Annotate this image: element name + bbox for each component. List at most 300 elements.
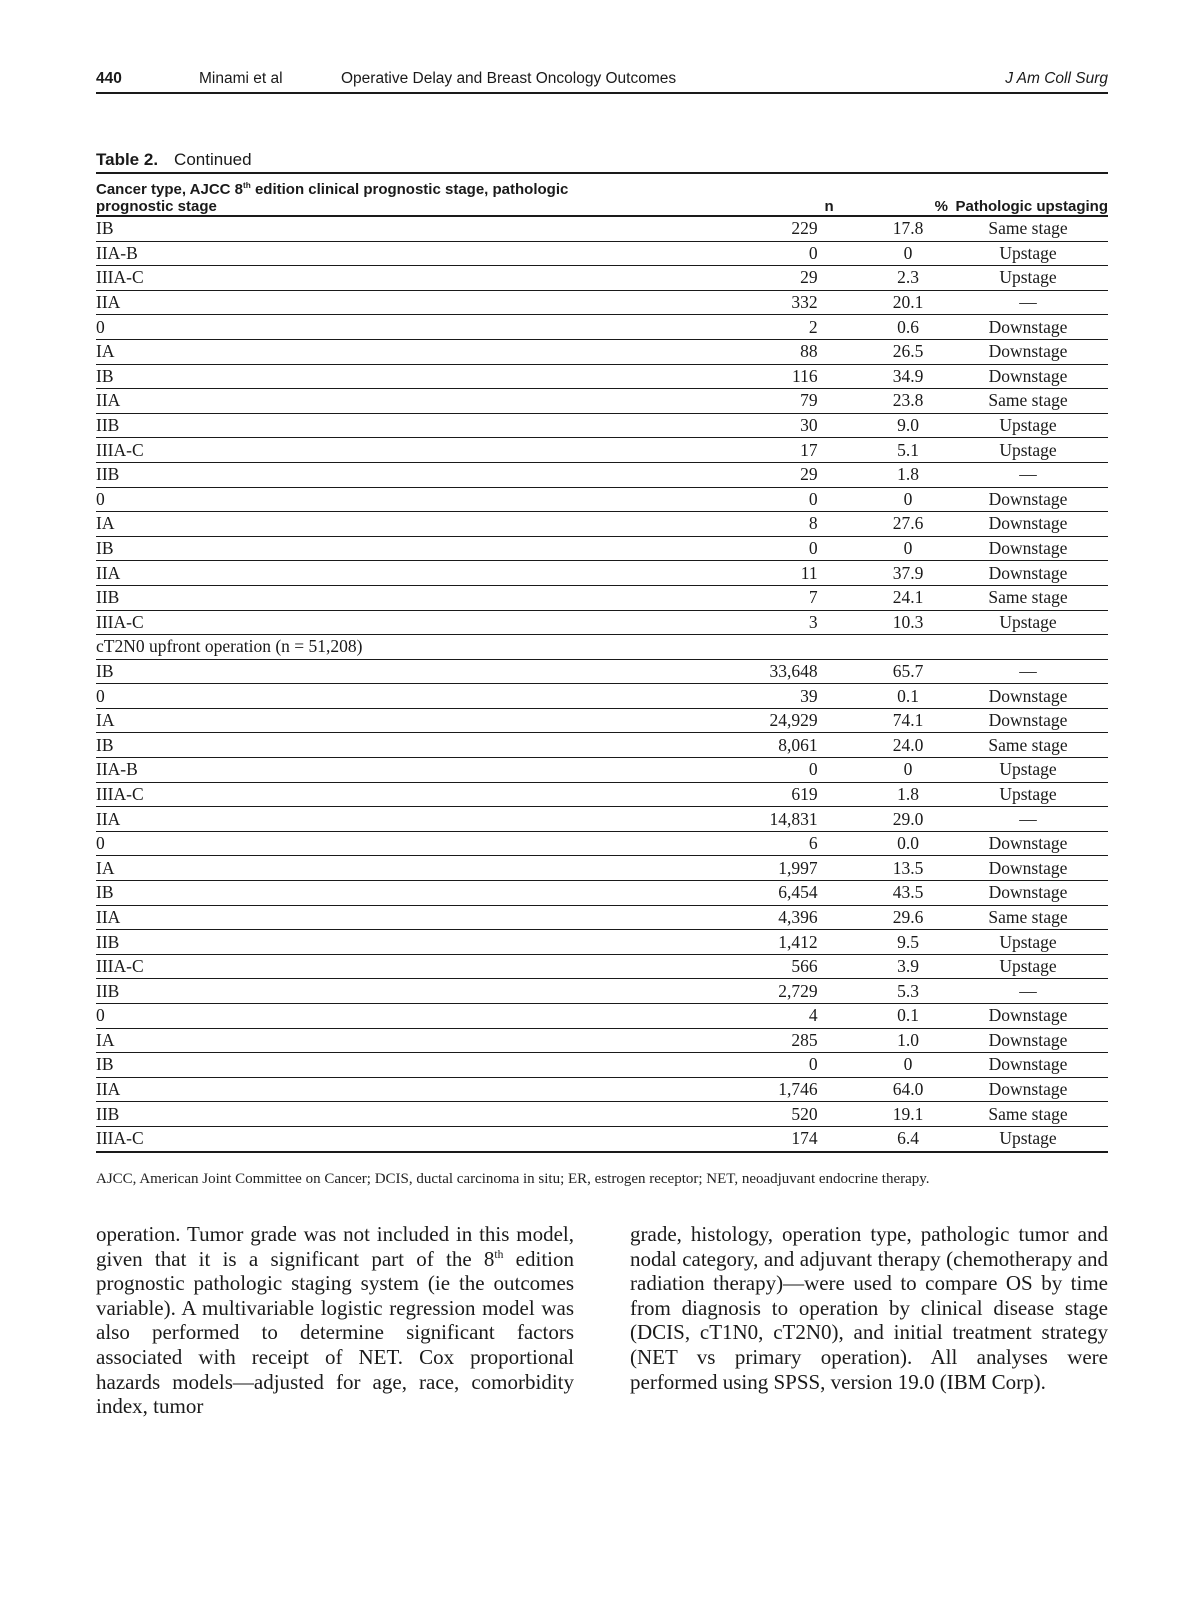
percent-cell-text: 3.9	[897, 956, 919, 977]
n-cell-text: 566	[791, 956, 818, 977]
n-cell	[651, 216, 834, 241]
n-cell	[651, 339, 834, 364]
upstaging-cell	[948, 1077, 1108, 1102]
stage-cell	[96, 438, 651, 463]
table-row	[96, 708, 1108, 733]
table-row	[96, 610, 1108, 635]
n-cell	[651, 512, 834, 537]
stage-cell	[96, 1102, 651, 1127]
stage-cell	[96, 364, 651, 389]
percent-cell	[834, 364, 948, 389]
n-cell-text: 285	[791, 1029, 818, 1050]
body-text-right-column: grade, histology, operation type, pathologic tumor and nodal category, and adjuvant therapy (chemotherapy and radiation therapy)—were used to compare OS by time from diagnosis to operation by clinical disease stage (DCIS, cT1N0, cT2N0), and initial treatment strategy (NET vs primary operation). All analyses were performed using SPSS, version 19.0 (IBM Corp).	[630, 1222, 1108, 1394]
staging-table	[96, 172, 1108, 1153]
table-row	[96, 389, 1108, 414]
percent-cell-text: 2.3	[897, 267, 919, 288]
stage-cell-text: IIB	[96, 464, 120, 485]
stage-cell-text: IB	[96, 365, 114, 386]
percent-cell-text: 0.1	[897, 685, 919, 706]
stage-cell-text: IIIA-C	[96, 783, 144, 804]
percent-cell	[834, 266, 948, 291]
upstaging-cell	[948, 782, 1108, 807]
n-cell-text: 29	[800, 464, 818, 485]
body-left-sup: th	[494, 1248, 504, 1261]
n-cell	[651, 1126, 834, 1151]
percent-cell-text: 24.0	[892, 734, 924, 755]
percent-cell-text: 0	[903, 488, 913, 509]
stage-cell-text: IIB	[96, 1103, 120, 1124]
upstaging-cell-text: —	[1019, 660, 1037, 681]
stage-cell	[96, 758, 651, 783]
stage-cell	[96, 266, 651, 291]
stage-cell	[96, 487, 651, 512]
n-cell-text: 0	[808, 759, 818, 780]
upstaging-cell	[948, 930, 1108, 955]
n-cell	[651, 856, 834, 881]
stage-cell-text: 0	[96, 316, 105, 337]
stage-cell	[96, 881, 651, 906]
percent-cell-text: 64.0	[892, 1079, 924, 1100]
n-cell-text: 4,396	[778, 906, 818, 927]
stage-cell-text: IB	[96, 218, 114, 239]
percent-cell-text: 9.5	[897, 931, 919, 952]
percent-cell	[834, 315, 948, 340]
body-text-left-column	[96, 1222, 574, 1419]
table-row	[96, 979, 1108, 1004]
percent-cell	[834, 659, 948, 684]
table-row	[96, 216, 1108, 241]
upstaging-cell	[948, 241, 1108, 266]
upstaging-cell-text: Same stage	[988, 906, 1068, 927]
upstaging-cell-text: Upstage	[999, 956, 1057, 977]
upstaging-cell	[948, 561, 1108, 586]
stage-cell-text: IIA	[96, 906, 121, 927]
percent-cell	[834, 462, 948, 487]
percent-cell	[834, 782, 948, 807]
stage-cell	[96, 782, 651, 807]
percent-cell	[834, 216, 948, 241]
stage-cell-text: IIA	[96, 292, 121, 313]
upstaging-cell-text: Downstage	[988, 538, 1068, 559]
table-row	[96, 438, 1108, 463]
upstaging-cell-text: —	[1019, 980, 1037, 1001]
stage-cell	[96, 831, 651, 856]
table-row	[96, 1004, 1108, 1029]
n-cell-text: 7	[808, 587, 818, 608]
table-row	[96, 339, 1108, 364]
upstaging-cell	[948, 512, 1108, 537]
percent-cell-text: 43.5	[892, 882, 924, 903]
upstaging-cell	[948, 733, 1108, 758]
percent-cell	[834, 585, 948, 610]
stage-cell-text: IIA	[96, 808, 121, 829]
stage-cell	[96, 905, 651, 930]
upstaging-cell	[948, 758, 1108, 783]
upstaging-cell-text: Downstage	[988, 365, 1068, 386]
n-cell-text: 1,746	[778, 1079, 818, 1100]
percent-cell	[834, 635, 948, 660]
header-stage-text-1: Cancer type, AJCC 8	[96, 181, 243, 198]
upstaging-cell-text: Downstage	[988, 710, 1068, 731]
percent-cell-text: 0	[903, 538, 913, 559]
n-cell	[651, 241, 834, 266]
percent-cell	[834, 536, 948, 561]
upstaging-cell-text: Upstage	[999, 783, 1057, 804]
n-cell-text: 79	[800, 390, 818, 411]
percent-cell	[834, 1077, 948, 1102]
n-cell-text: 24,929	[769, 710, 818, 731]
upstaging-cell-text: Downstage	[988, 488, 1068, 509]
table-row	[96, 487, 1108, 512]
stage-cell-text: IIA	[96, 390, 121, 411]
upstaging-cell	[948, 315, 1108, 340]
table-row	[96, 1077, 1108, 1102]
table-row	[96, 512, 1108, 537]
n-cell	[651, 758, 834, 783]
upstaging-cell	[948, 339, 1108, 364]
percent-cell	[834, 1102, 948, 1127]
n-cell	[651, 561, 834, 586]
n-cell-text: 29	[800, 267, 818, 288]
stage-cell-text: IB	[96, 882, 114, 903]
n-cell-text: 8,061	[778, 734, 818, 755]
percent-cell	[834, 1126, 948, 1151]
n-cell	[651, 708, 834, 733]
n-cell-text: 39	[800, 685, 818, 706]
n-cell-text: 33,648	[769, 660, 818, 681]
percent-cell	[834, 512, 948, 537]
table-label: Table 2.	[96, 150, 159, 169]
percent-cell-text: 1.8	[897, 464, 919, 485]
n-cell	[651, 905, 834, 930]
upstaging-cell-text: Same stage	[988, 1103, 1068, 1124]
table-header-row	[96, 173, 1108, 216]
stage-cell	[96, 1004, 651, 1029]
stage-cell	[96, 290, 651, 315]
stage-cell-text: IIA-B	[96, 242, 138, 263]
upstaging-cell	[948, 364, 1108, 389]
n-cell-text: 174	[791, 1128, 818, 1149]
upstaging-cell	[948, 635, 1108, 660]
stage-cell	[96, 561, 651, 586]
stage-cell-text: IIIA-C	[96, 956, 144, 977]
percent-cell	[834, 831, 948, 856]
upstaging-cell-text: Upstage	[999, 931, 1057, 952]
percent-cell-text: 0.0	[897, 833, 919, 854]
upstaging-cell	[948, 438, 1108, 463]
upstaging-cell-text: Upstage	[999, 267, 1057, 288]
table-row	[96, 782, 1108, 807]
body-left-text-1: operation. Tumor grade was not included in this model, given that it is a significant part of the 8	[96, 1222, 574, 1271]
n-cell-text: 88	[800, 341, 818, 362]
upstaging-cell-text: —	[1019, 292, 1037, 313]
percent-cell-text: 74.1	[892, 710, 924, 731]
upstaging-cell-text: Upstage	[999, 759, 1057, 780]
upstaging-cell	[948, 979, 1108, 1004]
percent-cell-text: 24.1	[892, 587, 924, 608]
percent-cell-text: 27.6	[892, 513, 924, 534]
table-row	[96, 364, 1108, 389]
percent-cell	[834, 733, 948, 758]
percent-cell-text: 1.0	[897, 1029, 919, 1050]
upstaging-cell-text: Downstage	[988, 882, 1068, 903]
percent-cell	[834, 930, 948, 955]
header-stage-text-2: edition clinical prognostic stage, pathologic	[250, 181, 569, 198]
stage-cell-text: IIIA-C	[96, 611, 144, 632]
table-row	[96, 635, 1108, 660]
percent-cell	[834, 905, 948, 930]
stage-cell	[96, 413, 651, 438]
table-row	[96, 561, 1108, 586]
table-row	[96, 462, 1108, 487]
n-cell	[651, 782, 834, 807]
upstaging-cell	[948, 807, 1108, 832]
column-header-n: n	[651, 173, 834, 216]
n-cell-text: 332	[791, 292, 818, 313]
table-row	[96, 684, 1108, 709]
upstaging-cell	[948, 831, 1108, 856]
stage-cell	[96, 807, 651, 832]
percent-cell-text: 37.9	[892, 562, 924, 583]
table-row	[96, 315, 1108, 340]
n-cell-text: 30	[800, 415, 818, 436]
n-cell	[651, 1028, 834, 1053]
upstaging-cell	[948, 610, 1108, 635]
percent-cell	[834, 954, 948, 979]
percent-cell	[834, 241, 948, 266]
stage-cell	[96, 1126, 651, 1151]
stage-cell	[96, 512, 651, 537]
stage-cell	[96, 708, 651, 733]
percent-cell-text: 5.3	[897, 980, 919, 1001]
n-cell-text: 0	[808, 538, 818, 559]
stage-cell	[96, 610, 651, 635]
percent-cell-text: 5.1	[897, 439, 919, 460]
stage-cell	[96, 979, 651, 1004]
upstaging-cell-text: Downstage	[988, 341, 1068, 362]
n-cell-text: 1,412	[778, 931, 818, 952]
stage-cell-text: 0	[96, 1005, 105, 1026]
n-cell-text: 8	[808, 513, 818, 534]
n-cell	[651, 1053, 834, 1078]
n-cell	[651, 389, 834, 414]
n-cell	[651, 266, 834, 291]
stage-cell	[96, 216, 651, 241]
n-cell	[651, 487, 834, 512]
table-row	[96, 905, 1108, 930]
table-row	[96, 856, 1108, 881]
n-cell	[651, 881, 834, 906]
n-cell	[651, 659, 834, 684]
upstaging-cell-text: Same stage	[988, 587, 1068, 608]
percent-cell	[834, 1028, 948, 1053]
table-row	[96, 536, 1108, 561]
n-cell	[651, 954, 834, 979]
header-stage-sup: th	[243, 181, 251, 190]
running-title: Operative Delay and Breast Oncology Outcomes	[341, 70, 677, 87]
stage-cell	[96, 315, 651, 340]
stage-cell-text: IIIA-C	[96, 1128, 144, 1149]
table-caption-text: Continued	[174, 150, 252, 169]
table-row	[96, 881, 1108, 906]
percent-cell	[834, 856, 948, 881]
n-cell	[651, 438, 834, 463]
upstaging-cell-text: Same stage	[988, 218, 1068, 239]
upstaging-cell-text: Upstage	[999, 242, 1057, 263]
upstaging-cell	[948, 585, 1108, 610]
stage-cell	[96, 684, 651, 709]
n-cell	[651, 1004, 834, 1029]
percent-cell-text: 1.8	[897, 783, 919, 804]
upstaging-cell	[948, 905, 1108, 930]
upstaging-cell	[948, 1004, 1108, 1029]
table-row	[96, 266, 1108, 291]
column-header-stage	[96, 173, 651, 216]
n-cell-text: 1,997	[778, 857, 818, 878]
percent-cell	[834, 881, 948, 906]
upstaging-cell	[948, 290, 1108, 315]
upstaging-cell-text: Upstage	[999, 439, 1057, 460]
body-left-text-2: edition prognostic pathologic staging system (ie the outcomes variable). A multivariable logistic regression model was also performed to determine significant factors associated with receipt of NET. Cox proportional hazards models—adjusted for age, race, comorbidity index, tumor	[96, 1246, 574, 1419]
percent-cell	[834, 339, 948, 364]
table-row	[96, 930, 1108, 955]
stage-cell-text: IIA-B	[96, 759, 138, 780]
percent-cell-text: 0	[903, 759, 913, 780]
upstaging-cell-text: —	[1019, 464, 1037, 485]
stage-cell-text: IA	[96, 513, 115, 534]
column-header-percent: %	[834, 173, 948, 216]
percent-cell-text: 26.5	[892, 341, 924, 362]
stage-cell	[96, 1028, 651, 1053]
percent-cell-text: 10.3	[892, 611, 924, 632]
upstaging-cell-text: Downstage	[988, 1054, 1068, 1075]
stage-cell	[96, 1053, 651, 1078]
stage-cell-text: IIB	[96, 980, 120, 1001]
n-cell-text: 2,729	[778, 980, 818, 1001]
percent-cell	[834, 1004, 948, 1029]
upstaging-cell-text: —	[1019, 808, 1037, 829]
n-cell-text: 116	[792, 365, 818, 386]
stage-cell	[96, 635, 651, 660]
stage-cell	[96, 659, 651, 684]
n-cell	[651, 807, 834, 832]
upstaging-cell-text: Downstage	[988, 857, 1068, 878]
upstaging-cell	[948, 684, 1108, 709]
stage-cell	[96, 733, 651, 758]
table-row	[96, 1126, 1108, 1151]
upstaging-cell	[948, 1053, 1108, 1078]
stage-cell-text: IIB	[96, 931, 120, 952]
table-row	[96, 1053, 1108, 1078]
table-row	[96, 659, 1108, 684]
upstaging-cell-text: Downstage	[988, 1029, 1068, 1050]
n-cell-text: 229	[791, 218, 818, 239]
upstaging-cell-text: Downstage	[988, 1005, 1068, 1026]
table-body	[96, 216, 1108, 1152]
percent-cell-text: 0.6	[897, 316, 919, 337]
upstaging-cell	[948, 1028, 1108, 1053]
n-cell-text: 0	[808, 1054, 818, 1075]
percent-cell	[834, 1053, 948, 1078]
upstaging-cell	[948, 1102, 1108, 1127]
stage-cell-text: IB	[96, 734, 114, 755]
upstaging-cell	[948, 389, 1108, 414]
n-cell	[651, 684, 834, 709]
upstaging-cell	[948, 954, 1108, 979]
percent-cell	[834, 610, 948, 635]
percent-cell-text: 29.0	[892, 808, 924, 829]
stage-cell-text: cT2N0 upfront operation (n = 51,208)	[96, 636, 363, 657]
n-cell	[651, 536, 834, 561]
running-header	[96, 68, 1108, 94]
upstaging-cell	[948, 881, 1108, 906]
stage-cell	[96, 954, 651, 979]
n-cell-text: 520	[791, 1103, 818, 1124]
table-row	[96, 1028, 1108, 1053]
table-row	[96, 290, 1108, 315]
stage-cell-text: IIIA-C	[96, 267, 144, 288]
percent-cell-text: 29.6	[892, 906, 924, 927]
percent-cell-text: 20.1	[892, 292, 924, 313]
table-caption	[96, 150, 252, 170]
stage-cell-text: IIB	[96, 415, 120, 436]
n-cell	[651, 315, 834, 340]
upstaging-cell-text: Downstage	[988, 316, 1068, 337]
n-cell	[651, 413, 834, 438]
percent-cell-text: 23.8	[892, 390, 924, 411]
stage-cell	[96, 339, 651, 364]
n-cell-text: 17	[800, 439, 818, 460]
table-row	[96, 807, 1108, 832]
percent-cell	[834, 684, 948, 709]
table-row	[96, 413, 1108, 438]
percent-cell-text: 34.9	[892, 365, 924, 386]
table-row	[96, 831, 1108, 856]
upstaging-cell	[948, 1126, 1108, 1151]
stage-cell-text: IA	[96, 1029, 115, 1050]
n-cell-text: 6	[808, 833, 818, 854]
upstaging-cell-text: Downstage	[988, 685, 1068, 706]
stage-cell	[96, 856, 651, 881]
n-cell-text: 0	[808, 242, 818, 263]
stage-cell-text: 0	[96, 685, 105, 706]
stage-cell	[96, 241, 651, 266]
upstaging-cell	[948, 216, 1108, 241]
page-number: 440	[96, 70, 122, 87]
upstaging-cell-text: Downstage	[988, 1079, 1068, 1100]
stage-cell-text: 0	[96, 488, 105, 509]
percent-cell-text: 65.7	[892, 660, 924, 681]
percent-cell	[834, 487, 948, 512]
n-cell	[651, 979, 834, 1004]
stage-cell-text: IB	[96, 538, 114, 559]
stage-cell-text: IIA	[96, 562, 121, 583]
n-cell	[651, 364, 834, 389]
stage-cell-text: IIB	[96, 587, 120, 608]
percent-cell	[834, 708, 948, 733]
n-cell-text: 4	[808, 1005, 818, 1026]
n-cell-text: 11	[800, 562, 818, 583]
table-row	[96, 758, 1108, 783]
upstaging-cell	[948, 413, 1108, 438]
table-row	[96, 1102, 1108, 1127]
n-cell	[651, 585, 834, 610]
percent-cell-text: 0.1	[897, 1005, 919, 1026]
n-cell	[651, 290, 834, 315]
percent-cell-text: 6.4	[897, 1128, 919, 1149]
upstaging-cell-text: Upstage	[999, 415, 1057, 436]
percent-cell-text: 0	[903, 242, 913, 263]
